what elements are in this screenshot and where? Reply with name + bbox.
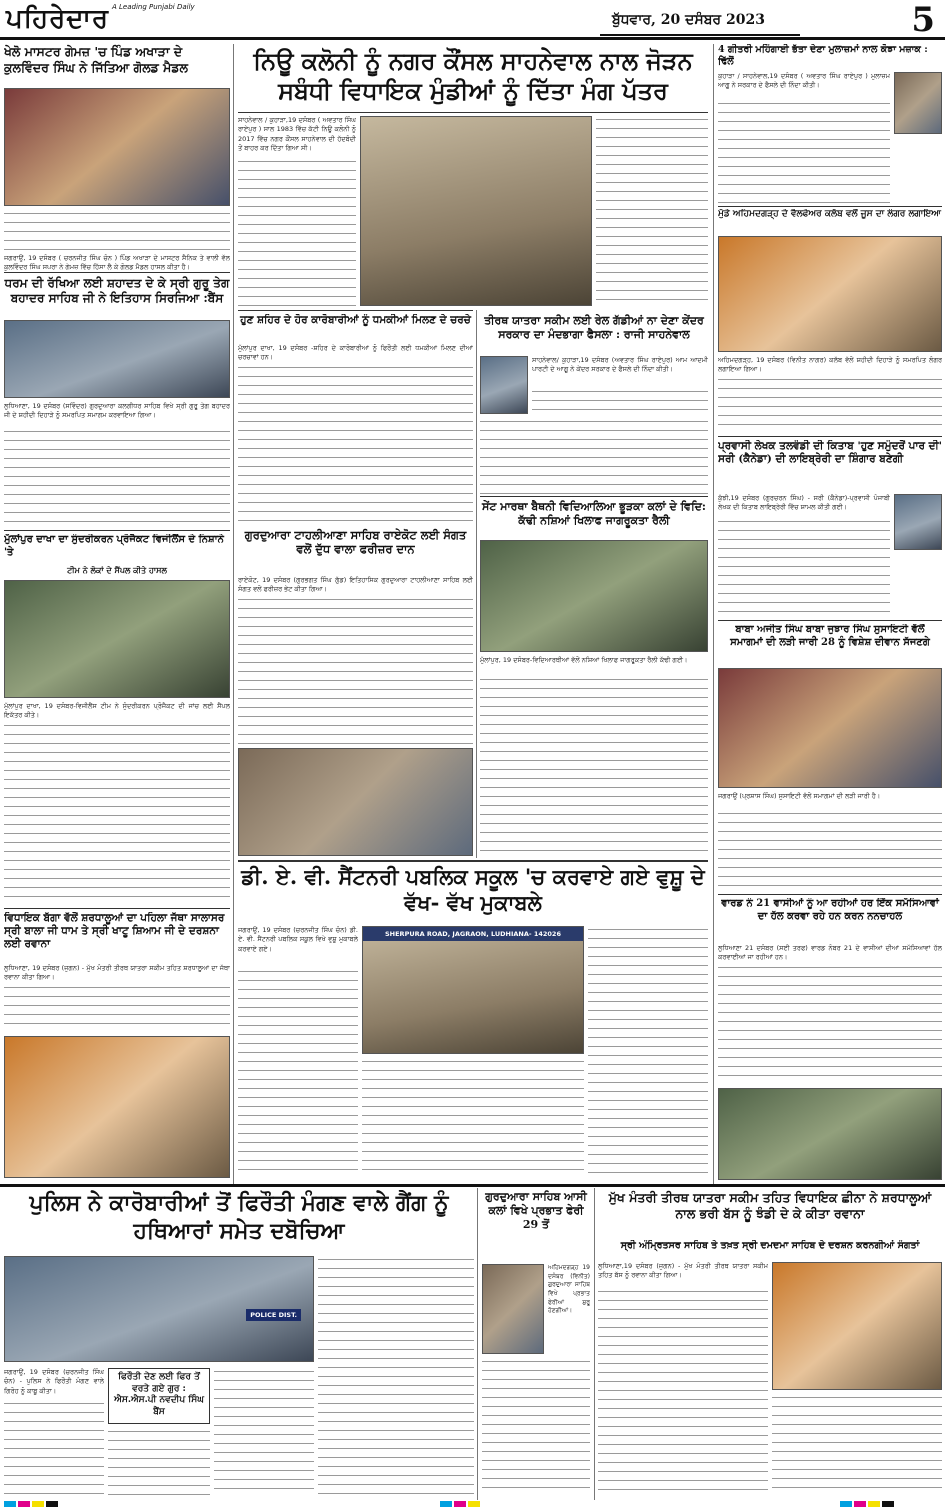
right-story3-body: ਕੁੱਝੀ,19 ਦਸੰਬਰ (ਗੁਰਚਰਨ ਸਿੰਘ) - ਸਰੀ (ਕੈਨੇਡਾ)-ਪ੍ਰਵਾਸੀ ਪੰਜਾਬੀ ਲੇਖਕ ਦੀ ਕਿਤਾਬ ਲਾਇਬ੍ਰੇਰੀ ਵਿੱਚ ਸ਼ਾਮਲ ਕੀਤੀ ਗਈ। (718, 494, 890, 512)
masthead (0, 0, 945, 40)
photo-society-gathering (718, 668, 942, 788)
section-divider (718, 206, 942, 207)
story-f-headline: ਡੀ. ਏ. ਵੀ. ਸੈਂਟਨਰੀ ਪਬਲਿਕ ਸਕੂਲ 'ਚ ਕਰਵਾਏ ਗਏ ਵੁਸ਼ੂ ਦੇ ਵੱਖ- ਵੱਖ ਮੁਕਾਬਲੇ (241, 864, 705, 916)
lead-headline: ਨਿਊ ਕਲੋਨੀ ਨੂੰ ਨਗਰ ਕੌਂਸਲ ਸਾਹਨੇਵਾਲ ਨਾਲ ਜੋੜਨ ਸਬੰਧੀ ਵਿਧਾਇਕ ਮੁੰਡੀਆਂ ਨੂੰ ਦਿੱਤਾ ਮੰਗ ਪੱਤਰ (253, 46, 693, 105)
text-lines (718, 810, 942, 892)
photo-wushu-school (362, 926, 584, 1054)
story-b-headline: ਹੁਣ ਸ਼ਹਿਰ ਦੇ ਹੋਰ ਕਾਰੋਬਾਰੀਆਂ ਨੂੰ ਧਮਕੀਆਂ ਮਿਲਣ ਦੇ ਚਰਚੇ (240, 314, 471, 326)
photo-awareness-rally (480, 540, 708, 652)
photo-juice-langar (718, 236, 942, 352)
text-lines (598, 1288, 768, 1496)
text-lines (532, 388, 708, 414)
police-callout: ਫਿਰੌਤੀ ਦੇਣ ਲਈ ਫਿਰ ਤੋਂ ਵਰਤੇ ਗਏ ਗੁਰ : ਐਸ.ਐਸ.ਪੀ ਨਵਦੀਪ ਸਿੰਘ ਬੈਂਸ (108, 1368, 210, 1424)
text-lines (362, 1058, 584, 1178)
story-e-headline: ਸੇਂਟ ਮਾਰਥਾ ਬੈਥਨੀ ਵਿਦਿਆਲਿਆ ਭੂੜਕਾ ਕਲਾਂ ਦੇ ਵਿਦਿ: ਕੱਢੀ ਨਸ਼ਿਆਂ ਖਿਲਾਫ ਜਾਗਰੂਕਤਾ ਰੈਲੀ (482, 500, 706, 527)
left-story2-headline: ਧਰਮ ਦੀ ਰੱਖਿਆ ਲਈ ਸ਼ਹਾਦਤ ਦੇ ਕੇ ਸ੍ਰੀ ਗੁਰੂ ਤੇਗ ਬਹਾਦਰ ਸਾਹਿਬ ਜੀ ਨੇ ਇਤਿਹਾਸ ਸਿਰਜਿਆ :ਬੈਂਸ (4, 276, 230, 305)
right-story1-headline: 4 ਗੀਤਰੀ ਮਹਿੰਗਾਈ ਭੱਤਾ ਦੇਣਾ ਮੁਲਾਜ਼ਮਾਂ ਨਾਲ ਕੋਝਾ ਮਜ਼ਾਕ : ਢਿੱਲੋਂ (718, 44, 928, 67)
black-swatch (882, 1501, 894, 1507)
cyan-swatch (4, 1501, 16, 1507)
text-lines (480, 676, 708, 856)
photo-baba-portrait (482, 1264, 544, 1354)
photo-memorandum (360, 116, 592, 306)
lead-body: ਸਾਹਨੇਵਾਲ / ਕੁਹਾੜਾ,19 ਦਸੰਬਰ ( ਅਵਤਾਰ ਸਿੰਘ ਰਾਏਪੁਰ ) ਸਾਲ 1983 ਵਿੱਚ ਕੱਟੀ ਨਿਊ ਕਲੋਨੀ ਨੂੰ 2017 ਵਿੱਚ ਨਗਰ ਕੌਂਸਲ ਸਾਹਨੇਵਾਲ ਦੀ ਹੱਦਬੰਦੀ ਤੋਂ ਬਾਹਰ ਕਰ ਦਿੱਤਾ ਗਿਆ ਸੀ। (238, 116, 356, 153)
school-banner: SHERPURA ROAD, JAGRAON, LUDHIANA- 142026 (363, 927, 583, 941)
story-f-body: ਜਗਰਾਉਂ, 19 ਦਸੰਬਰ (ਚਰਨਜੀਤ ਸਿੰਘ ਚੰਨ) ਡੀ. ਏ. ਵੀ. ਸੈਂਟਨਰੀ ਪਬਲਿਕ ਸਕੂਲ ਵਿਖੇ ਵੁਸ਼ੂ ਮੁਕਾਬਲੇ ਕਰਵਾਏ ਗਏ। (238, 926, 358, 953)
photo-police-arrest (4, 1256, 314, 1362)
lead-divider (238, 112, 708, 113)
section-divider (718, 620, 942, 621)
yellow-swatch (468, 1501, 480, 1507)
photo-raji-portrait (480, 356, 528, 414)
photo-author-portrait (894, 494, 942, 550)
text-lines (318, 1256, 474, 1496)
section-divider (4, 530, 230, 531)
cm-scheme-body: ਲੁਧਿਆਣਾ,19 ਦਸੰਬਰ (ਜੁਗਨ) - ਮੁੱਖ ਮੰਤਰੀ ਤੀਰਥ ਯਾਤਰਾ ਸਕੀਮ ਤਹਿਤ ਬੱਸ ਨੂੰ ਰਵਾਨਾ ਕੀਤਾ ਗਿਆ। (598, 1262, 768, 1280)
section-divider (718, 436, 942, 437)
text-lines (238, 364, 473, 524)
magenta-swatch (454, 1501, 466, 1507)
cyan-swatch (840, 1501, 852, 1507)
right-story5-body: ਲੁਧਿਆਣਾ 21 ਦਸੰਬਰ (ਸਈ ਤਰਫ) ਵਾਰਡ ਨੰਬਰ 21 ਦੇ ਵਾਸੀਆਂ ਦੀਆਂ ਸਮੱਸਿਆਵਾਂ ਹੱਲ ਕਰਵਾਈਆਂ ਜਾ ਰਹੀਆਂ ਹਨ। (718, 944, 942, 962)
yellow-swatch (32, 1501, 44, 1507)
photo-freezer-donation (238, 748, 473, 856)
text-lines (596, 116, 708, 306)
story-c-headline: ਗੁਰਦੁਆਰਾ ਟਾਹਲੀਆਣਾ ਸਾਹਿਬ ਰਾਏਕੋਟ ਲਈ ਸੰਗਤ ਵਲੋਂ ਦੁੱਧ ਵਾਲਾ ਫਰੀਜ਼ਰ ਦਾਨ (244, 528, 467, 557)
text-lines (718, 964, 942, 1084)
text-lines (214, 1368, 314, 1496)
gurdwara-headline: ਗੁਰਦੁਆਰਾ ਸਾਹਿਬ ਆਸੀ ਕਲਾਂ ਵਿਖੇ ਪ੍ਰਭਾਤ ਫੇਰੀ 29 ਤੋਂ (485, 1190, 587, 1231)
text-lines (718, 376, 942, 432)
photo-ward-21 (718, 1088, 942, 1180)
left-story4-body: ਲੁਧਿਆਣਾ, 19 ਦਸੰਬਰ (ਜੁਗਨ) - ਮੁੱਖ ਮੰਤਰੀ ਤੀਰਥ ਯਾਤਰਾ ਸਕੀਮ ਤਹਿਤ ਸ਼ਰਧਾਲੂਆਂ ਦਾ ਜੱਥਾ ਰਵਾਨਾ ਕੀਤਾ ਗਿਆ। (4, 964, 230, 982)
right-story3-headline: ਪ੍ਰਵਾਸੀ ਲੇਖਕ ਤਲਵੰਡੀ ਦੀ ਕਿਤਾਬ 'ਹੁਣ ਸਮੁੰਦਰੋਂ ਪਾਰ ਦੀ' ਸਰੀ (ਕੈਨੇਡਾ) ਦੀ ਲਾਇਬ੍ਰੇਰੀ ਦਾ ਸ਼ਿੰਗਾਰ ਬਣੇਗੀ (718, 440, 942, 466)
text-lines (480, 418, 708, 494)
photo-gathering (4, 320, 230, 398)
color-registration-bar (4, 1496, 144, 1507)
text-lines (482, 1358, 590, 1496)
date-rule (600, 34, 800, 36)
text-lines (108, 1428, 210, 1496)
police-body: ਜਗਰਾਉਂ, 19 ਦਸੰਬਰ (ਚਰਨਜੀਤ ਸਿੰਘ ਚੰਨ) - ਪੁਲਿਸ ਨੇ ਫਿਰੌਤੀ ਮੰਗਣ ਵਾਲੇ ਗਿਰੋਹ ਨੂੰ ਕਾਬੂ ਕੀਤਾ। (4, 1368, 104, 1395)
cyan-swatch (440, 1501, 452, 1507)
color-registration-bar (440, 1496, 520, 1507)
page-number: 5 (911, 0, 935, 40)
section-divider (238, 860, 708, 862)
text-lines (4, 722, 230, 904)
right-story4-body: ਜਗਰਾਉਂ (ਪ੍ਰਸ਼ਾਸ ਸਿੰਘ) ਸੁਸਾਇਟੀ ਵੱਲੋਂ ਸਮਾਗਮਾਂ ਦੀ ਲੜੀ ਜਾਰੀ ਹੈ। (718, 792, 881, 800)
newspaper-logo: ਪਹਿਰੇਦਾਰ (6, 4, 109, 34)
color-registration-bar (840, 1496, 940, 1507)
section-divider (4, 908, 230, 909)
right-story1-body: ਕੁਹਾੜਾ / ਸਾਹਨੇਵਾਲ,19 ਦਸੰਬਰ ( ਅਵਤਾਰ ਸਿੰਘ ਰਾਏਪੁਰ ) ਮੁਲਾਜ਼ਮ ਆਗੂ ਨੇ ਸਰਕਾਰ ਦੇ ਫੈਸਲੇ ਦੀ ਨਿੰਦਾ ਕੀਤੀ। (718, 72, 890, 90)
left-story1-body: ਜਗਰਾਉਂ, 19 ਦਸੰਬਰ ( ਚਰਨਜੀਤ ਸਿੰਘ ਚੰਨ ) ਪਿੰਡ ਅਖਾੜਾ ਦੇ ਮਾਸਟਰ ਸੈਨਿਕ ਤੇ ਵਾਲੀ ਵੱਲ ਕੁਲਵਿੰਦਰ ਸਿੰਘ ਸਪਰਾ ਨੇ ਗੇਮਜ਼ ਵਿੱਚ ਹਿੱਸਾ ਲੈ ਕੇ ਗੋਲਡ ਮੈਡਲ ਹਾਸਲ ਕੀਤਾ ਹੈ। (4, 254, 230, 272)
left-story3-subhead: ਟੀਮ ਨੇ ਲੋਕਾਂ ਦੇ ਸੈਂਪਲ ਕੀਤੇ ਹਾਸਲ (67, 566, 167, 575)
right-story2-headline: ਮੁੱਡੇ ਅਹਿਮਦਗੜ੍ਹ ਦੇ ਵੈਲਫੇਅਰ ਕਲੱਬ ਵਲੋਂ ਜੂਸ ਦਾ ਲੰਗਰ ਲਗਾਇਆ (718, 209, 941, 219)
column-divider (476, 310, 477, 858)
text-lines (4, 428, 230, 526)
left-story3-headline: ਮੁੱਲਾਂਪੁਰ ਦਾਖਾ ਦਾ ਸੁੰਦਰੀਕਰਨ ਪ੍ਰੋਜੈਕਟ ਵਿਜੀਲੈਂਸ ਦੇ ਨਿਸ਼ਾਨੇ 'ਤੇ (4, 534, 224, 558)
story-b-body: ਮੁੱਲਾਂਪੁਰ ਦਾਖਾ, 19 ਦਸੰਬਰ -ਸ਼ਹਿਰ ਦੇ ਕਾਰੋਬਾਰੀਆਂ ਨੂੰ ਫਿਰੌਤੀ ਲਈ ਧਮਕੀਆਂ ਮਿਲਣ ਦੀਆਂ ਚਰਚਾਵਾਂ ਹਨ। (238, 344, 473, 362)
story-c-body: ਰਾਏਕੋਟ, 19 ਦਸੰਬਰ (ਗੁਰਭਗਤ ਸਿੰਘ ਗੁੱਡ) ਇਤਿਹਾਸਿਕ ਗੁਰਦੁਆਰਾ ਟਾਹਲੀਆਣਾ ਸਾਹਿਬ ਲਈ ਸੰਗਤ ਵਲੋਂ ਫਰੀਜ਼ਰ ਭੇਟ ਕੀਤਾ ਗਿਆ। (238, 576, 473, 594)
right-story2-body: ਅਹਿਮਦਗੜ੍ਹ, 19 ਦਸੰਬਰ (ਵਿਨੀਤ ਨਾਗਰ) ਕਲੱਬ ਵੱਲੋਂ ਸ਼ਹੀਦੀ ਦਿਹਾੜੇ ਨੂੰ ਸਮਰਪਿਤ ਲੰਗਰ ਲਗਾਇਆ ਗਿਆ। (718, 356, 942, 374)
gurdwara-body: ਅਹਿਮਦਗੜ੍ਹ 19 ਦਸੰਬਰ (ਵਿਨੀਤ) ਗੁਰਦੁਆਰਾ ਸਾਹਿਬ ਵਿਖੇ ਪ੍ਰਭਾਤ ਫੇਰੀਆਂ ਸ਼ੁਰੂ ਹੋਣਗੀਆਂ। (548, 1264, 590, 1315)
left-story2-body: ਲੁਧਿਆਣਾ, 19 ਦਸੰਬਰ (ਸਵਿੰਦਰ) ਗੁਰਦੁਆਰਾ ਕਲਗੀਧਰ ਸਾਹਿਬ ਵਿਖੇ ਸ੍ਰੀ ਗੁਰੂ ਤੇਗ ਬਹਾਦਰ ਜੀ ਦੇ ਸ਼ਹੀਦੀ ਦਿਹਾੜੇ ਨੂੰ ਸਮਰਪਿਤ ਸਮਾਗਮ ਕਰਵਾਇਆ ਗਿਆ। (4, 402, 230, 420)
story-d-body: ਸਾਹਨੇਵਾਲ/ ਕੁਹਾੜਾ,19 ਦਸੰਬਰ (ਅਵਤਾਰ ਸਿੰਘ ਰਾਏਪੁਰ) ਆਮ ਆਦਮੀ ਪਾਰਟੀ ਦੇ ਆਗੂ ਨੇ ਕੇਂਦਰ ਸਰਕਾਰ ਦੇ ਫੈਸਲੇ ਦੀ ਨਿੰਦਾ ਕੀਤੀ। (532, 356, 708, 374)
photo-bus-flagoff (772, 1262, 942, 1390)
police-headline: ਪੁਲਿਸ ਨੇ ਕਾਰੋਬਾਰੀਆਂ ਤੋਂ ਫਿਰੌਤੀ ਮੰਗਣ ਵਾਲੇ ਗੈਂਗ ਨੂੰ ਹਥਿਆਰਾਂ ਸਮੇਤ ਦਬੋਚਿਆ (29, 1190, 449, 1244)
magenta-swatch (854, 1501, 866, 1507)
police-sign: POLICE DIST. (246, 1309, 301, 1321)
yellow-swatch (868, 1501, 880, 1507)
black-swatch (46, 1501, 58, 1507)
column-divider (713, 44, 714, 1184)
photo-dhillon-portrait (894, 72, 942, 134)
left-story1-headline: ਖੇਲੋ ਮਾਸਟਰ ਗੇਮਜ਼ 'ਚ ਪਿੰਡ ਅਖਾੜਾ ਦੇ ਕੁਲਵਿੰਦਰ ਸਿੰਘ ਨੇ ਜਿੱਤਿਆ ਗੋਲਡ ਮੈਡਲ (4, 44, 188, 75)
text-lines (238, 596, 473, 744)
column-divider (477, 1188, 478, 1500)
text-lines (238, 158, 356, 308)
left-story3-body: ਮੁੱਲਾਂਪੁਰ ਦਾਖਾ, 19 ਦਸੰਬਰ-ਵਿਜੀਲੈਂਸ ਟੀਮ ਨੇ ਸੁੰਦਰੀਕਰਨ ਪ੍ਰੋਜੈਕਟ ਦੀ ਜਾਂਚ ਲਈ ਸੈਂਪਲ ਇਕੱਤਰ ਕੀਤੇ। (4, 702, 230, 720)
text-lines (4, 984, 230, 1032)
bottom-divider (0, 1184, 945, 1187)
text-lines (4, 210, 230, 250)
left-story4-headline: ਵਿਧਾਇਕ ਬੱਗਾ ਵੱਲੋਂ ਸ਼ਰਧਾਲੂਆਂ ਦਾ ਪਹਿਲਾ ਜੱਥਾ ਸਾਲਾਸਰ ਸ੍ਰੀ ਬਾਲਾ ਜੀ ਧਾਮ ਤੇ ਸ੍ਰੀ ਖਾਟੂ ਸ਼ਿਆਮ ਜੀ ਦੇ ਦਰਸ਼ਨਾ ਲਈ ਰਵਾਨਾ (4, 912, 225, 951)
text-lines (718, 518, 890, 618)
photo-gold-medal (4, 88, 230, 206)
issue-date: ਬੁੱਧਵਾਰ, 20 ਦਸੰਬਰ 2023 (612, 12, 765, 28)
section-divider (718, 894, 942, 895)
tagline: A Leading Punjabi Daily (112, 3, 195, 11)
text-lines (238, 968, 358, 1178)
section-divider (238, 310, 473, 311)
photo-pilgrims-departure (4, 1036, 230, 1178)
right-story4-headline: ਬਾਬਾ ਅਜੀਤ ਸਿੰਘ ਬਾਬਾ ਜੁਝਾਰ ਸਿੰਘ ਸੁਸਾਇਟੀ ਵੱਲੋਂ ਸਮਾਗਮਾਂ ਦੀ ਲੜੀ ਜਾਰੀ 28 ਨੂੰ ਵਿਸ਼ੇਸ਼ ਦੀਵਾਨ ਸੱਜਣਗੇ (730, 624, 930, 648)
section-divider (4, 272, 230, 273)
right-story5-headline: ਵਾਰਡ ਨੰ 21 ਵਾਸੀਆਂ ਨੂੰ ਆ ਰਹੀਆਂ ਹਰ ਇੱਕ ਸਮੱਸਿਆਵਾਂ ਦਾ ਹੱਲ ਕਰਵਾ ਰਹੇ ਹਨ ਕਰਨ ਨਨਚਾਹਲ (721, 898, 939, 922)
text-lines (588, 926, 708, 1178)
text-lines (772, 1394, 942, 1496)
column-divider (594, 1188, 595, 1500)
cm-scheme-subhead: ਸ੍ਰੀ ਅੰਮ੍ਰਿਤਸਰ ਸਾਹਿਬ ਤੇ ਤਖ਼ਤ ਸ੍ਰੀ ਦਮਦਮਾ ਸਾਹਿਬ ਦੇ ਦਰਸ਼ਨ ਕਰਨਗੀਆਂ ਸੰਗਤਾਂ (620, 1240, 920, 1251)
story-e-body: ਮੁੱਲਾਂਪੁਰ, 19 ਦਸੰਬਰ-ਵਿਦਿਆਰਥੀਆਂ ਵੱਲੋਂ ਨਸ਼ਿਆਂ ਖਿਲਾਫ ਜਾਗਰੂਕਤਾ ਰੈਲੀ ਕੱਢੀ ਗਈ। (480, 656, 688, 664)
story-d-headline: ਤੀਰਥ ਯਾਤਰਾ ਸਕੀਮ ਲਈ ਰੇਲ ਗੱਡੀਆਂ ਨਾ ਦੇਣਾ ਕੇਂਦਰ ਸਰਕਾਰ ਦਾ ਮੰਦਭਾਗਾ ਫੈਸਲਾ : ਰਾਜੀ ਸਾਹਨੇਵਾਲ (484, 314, 704, 341)
section-divider (480, 496, 708, 497)
text-lines (718, 100, 890, 204)
column-divider (233, 44, 234, 1184)
cm-scheme-headline: ਮੁੱਖ ਮੰਤਰੀ ਤੀਰਥ ਯਾਤਰਾ ਸਕੀਮ ਤਹਿਤ ਵਿਧਾਇਕ ਛੀਨਾ ਨੇ ਸ਼ਰਧਾਲੂਆਂ ਨਾਲ ਭਰੀ ਬੱਸ ਨੂੰ ਝੰਡੀ ਦੇ ਕੇ ਕੀਤਾ ਰਵਾਨਾ (608, 1190, 932, 1221)
text-lines (4, 1400, 104, 1496)
magenta-swatch (18, 1501, 30, 1507)
photo-vigilance-team (4, 580, 230, 698)
